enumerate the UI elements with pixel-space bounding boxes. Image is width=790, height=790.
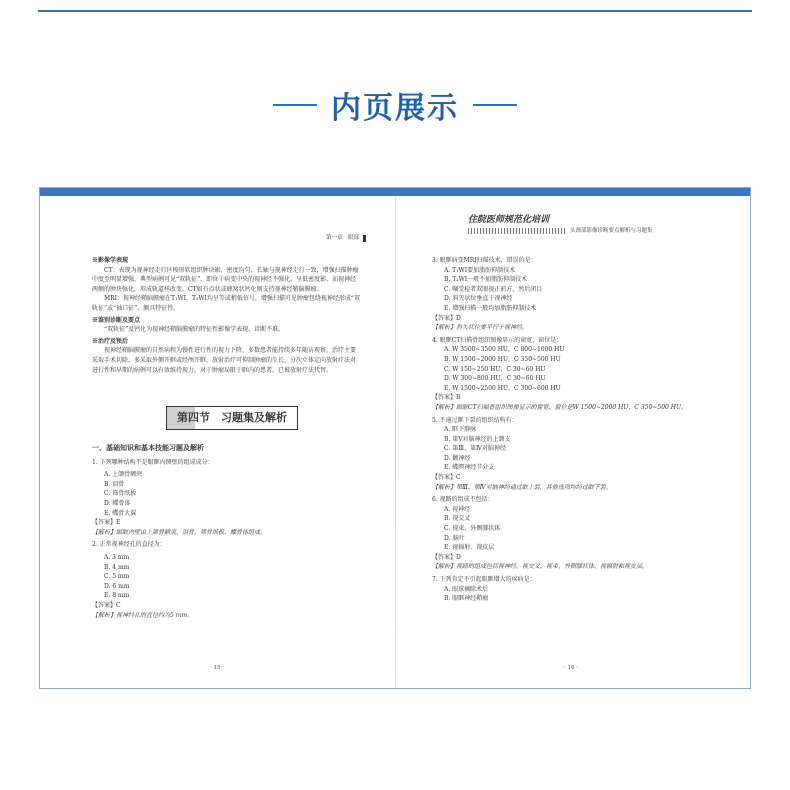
q2-analysis: 【解析】视神经孔的直径约为5 mm。 — [92, 611, 194, 619]
left-page — [40, 196, 396, 688]
running-head-ticks — [468, 228, 566, 234]
right-running-sub-row — [468, 227, 728, 237]
q2-stem: 2. 正常视神经孔的直径为： — [92, 541, 166, 549]
q5-stem: 5. 不通过眶下裂的组织结构有： — [432, 416, 518, 424]
q7-stem: 7. 下列肯定不引起眼眶增大的疾病是： — [432, 576, 536, 583]
heading — [0, 80, 790, 130]
imaging-paragraph-mri: MRI：视神经鞘脑膜瘤在T₁WI、T₂WI均呈等或稍低信号，增强扫描可见肿瘤包绕视神经形成“双轨征”或“袖口征”，颇具特征性。 — [92, 295, 360, 312]
top-rule — [38, 10, 752, 12]
q1-option: A. 上颌骨额突 — [104, 471, 143, 479]
part-title: 一、基础知识和基本技能习题及解析 — [92, 444, 204, 452]
q3-option: D. 斜矢状位垂直于视神经 — [444, 295, 513, 303]
q4-option: E. W 1500~2500 HU，C 300~600 HU — [444, 384, 561, 392]
q2-option: C. 5 mm — [104, 573, 130, 581]
q7-option: A. 眼球摘除术后 — [444, 585, 489, 593]
q6-option: E. 视辐射、视皮层 — [444, 544, 495, 552]
questions-left — [92, 444, 360, 620]
diff-text: “双轨征”及钙化为视神经鞘脑膜瘤的特征性影像学表现，诊断不难。 — [104, 326, 285, 334]
q1-option: E. 蝶骨大翼 — [104, 509, 137, 517]
imaging-paragraph-ct: CT：表现为视神经走行区梭形软组织肿块影，密度均匀，长轴与视神经走行一致，增强扫描肿瘤中度至明显增强，典型病例可见“双轨征”，即位于病变中央的视神经不强化，呈低密度影，而视神经两侧的肿块强化，形成轨道样改变。CT如有点状或蜂窝状钙化则支持视神经鞘脑膜瘤。 — [92, 266, 359, 293]
imaging-title: ※影像学表现 — [92, 257, 129, 264]
right-running-title: 住院医师规范化培训 — [468, 215, 550, 225]
q5-option: E. 蝶腭神经节分支 — [444, 464, 495, 472]
q6-answer: 【答案】D — [432, 553, 461, 561]
q3-stem: 3. 眼眶病变MRI扫描技术，错误的是： — [432, 257, 537, 264]
q1-option: D. 蝶骨体 — [104, 499, 131, 507]
left-running-head-text: 第一章 眼部 — [325, 235, 359, 241]
q1-stem: 1. 下列哪种结构不是眼眶内侧壁的组成成分： — [92, 458, 214, 466]
q7-option: B. 眼眶神经鞘瘤 — [444, 595, 489, 603]
q4-option: B. W 1500~2000 HU，C 350~500 HU — [444, 355, 561, 363]
q5-option: D. 颧神经 — [444, 454, 471, 462]
left-running-head — [326, 234, 366, 244]
q6-analysis: 【解析】视路的组成包括视神经、视交叉、视束、外侧膝状体、视辐射和视皮层。 — [432, 563, 649, 571]
q3-answer: 【答案】D — [432, 314, 461, 322]
questions-right — [432, 256, 732, 604]
diff-title: ※鉴别诊断及要点 — [92, 316, 141, 324]
spread-top-bar — [40, 188, 750, 196]
running-head-bar — [363, 235, 366, 242]
heading-title: 内页展示 — [331, 91, 459, 126]
q3-option: A. T₁WI要加脂肪抑制技术 — [444, 266, 516, 274]
q6-option: A. 视神经 — [444, 505, 471, 513]
q2-option: E. 8 mm — [104, 592, 130, 600]
q3-option: C. 嘱受检者双眼视正前方，然后闭目 — [444, 285, 543, 293]
q3-option: B. T₂WI一般不加脂肪抑制技术 — [444, 276, 528, 284]
left-page-number: · 15 · — [210, 665, 224, 671]
right-running-head — [468, 216, 728, 236]
q2-option: A. 3 mm — [104, 553, 130, 561]
q5-option: B. 第Ⅴ对脑神经的上颌支 — [444, 435, 511, 443]
q1-option: C. 筛骨纸板 — [104, 490, 137, 498]
q5-answer: 【答案】C — [432, 474, 461, 482]
q4-option: C. W 150~250 HU，C 30~60 HU — [444, 365, 546, 373]
heading-line-left — [273, 104, 317, 106]
section-box: 第四节 习题集及解析 — [166, 406, 298, 430]
book-spread — [39, 187, 751, 689]
q4-option: A. W 3500~3500 HU，C 800~1000 HU — [444, 346, 565, 354]
q1-analysis: 【解析】眼眶内壁由上颌骨额突、泪骨、筛骨纸板、蝶骨体组成。 — [92, 528, 267, 536]
heading-line-right — [473, 104, 517, 106]
q5-option: C. 第Ⅲ、第Ⅳ对脑神经 — [444, 445, 506, 453]
right-page-number: · 16 · — [564, 665, 578, 671]
imaging-section — [92, 254, 360, 375]
q6-option: B. 视交叉 — [444, 515, 471, 523]
q6-option: D. 脑叶 — [444, 534, 465, 542]
q1-answer: 【答案】E — [92, 519, 121, 527]
q2-option: B. 4 mm — [104, 563, 130, 571]
treat-title: ※治疗及预后 — [92, 337, 129, 345]
q5-option: A. 眶下静脉 — [444, 426, 477, 434]
q2-answer: 【答案】C — [92, 601, 121, 609]
q4-option: D. W 300~800 HU，C 30~60 HU — [444, 375, 546, 383]
q5-analysis: 【解析】第Ⅲ、第Ⅳ对脑神经通过眶上裂，其他选项均经过眶下裂。 — [432, 483, 612, 491]
right-running-sub: 头颈部影像诊断要点解析与习题集 — [570, 227, 653, 234]
q6-option: C. 视束、外侧膝状体 — [444, 525, 501, 533]
q4-stem: 4. 眼眶CT扫描骨组织图像显示的窗宽、窗位是： — [432, 336, 563, 344]
q6-stem: 6. 视路的组成不包括： — [432, 496, 494, 504]
q3-option: E. 增强扫描一般均加脂肪抑制技术 — [444, 304, 537, 312]
q4-analysis: 【解析】眼眶CT扫描骨组织图像显示的窗宽、窗位是W 1500~2000 HU，C 350~500 HU。 — [432, 403, 688, 411]
q4-answer: 【答案】B — [432, 394, 461, 402]
treat-text: 视神经鞘脑膜瘤的自然病程为慢性进行性的视力下降，多数患者能持续多年随访观察，治疗主要采取手术切除，多采取外侧开眶或经颅开眶，放射治疗可抑制肿瘤的生长，分次立体定向放射疗法对进行性和早期的病例可以有效维持视力，对于肿瘤局限于眶内的患者，已被放射疗法代替。 — [92, 347, 357, 374]
right-page — [396, 196, 750, 688]
q1-option: B. 泪骨 — [104, 480, 125, 488]
q2-option: D. 6 mm — [104, 582, 130, 590]
q3-analysis: 【解析】斜矢状位要平行于视神经。 — [432, 324, 529, 332]
